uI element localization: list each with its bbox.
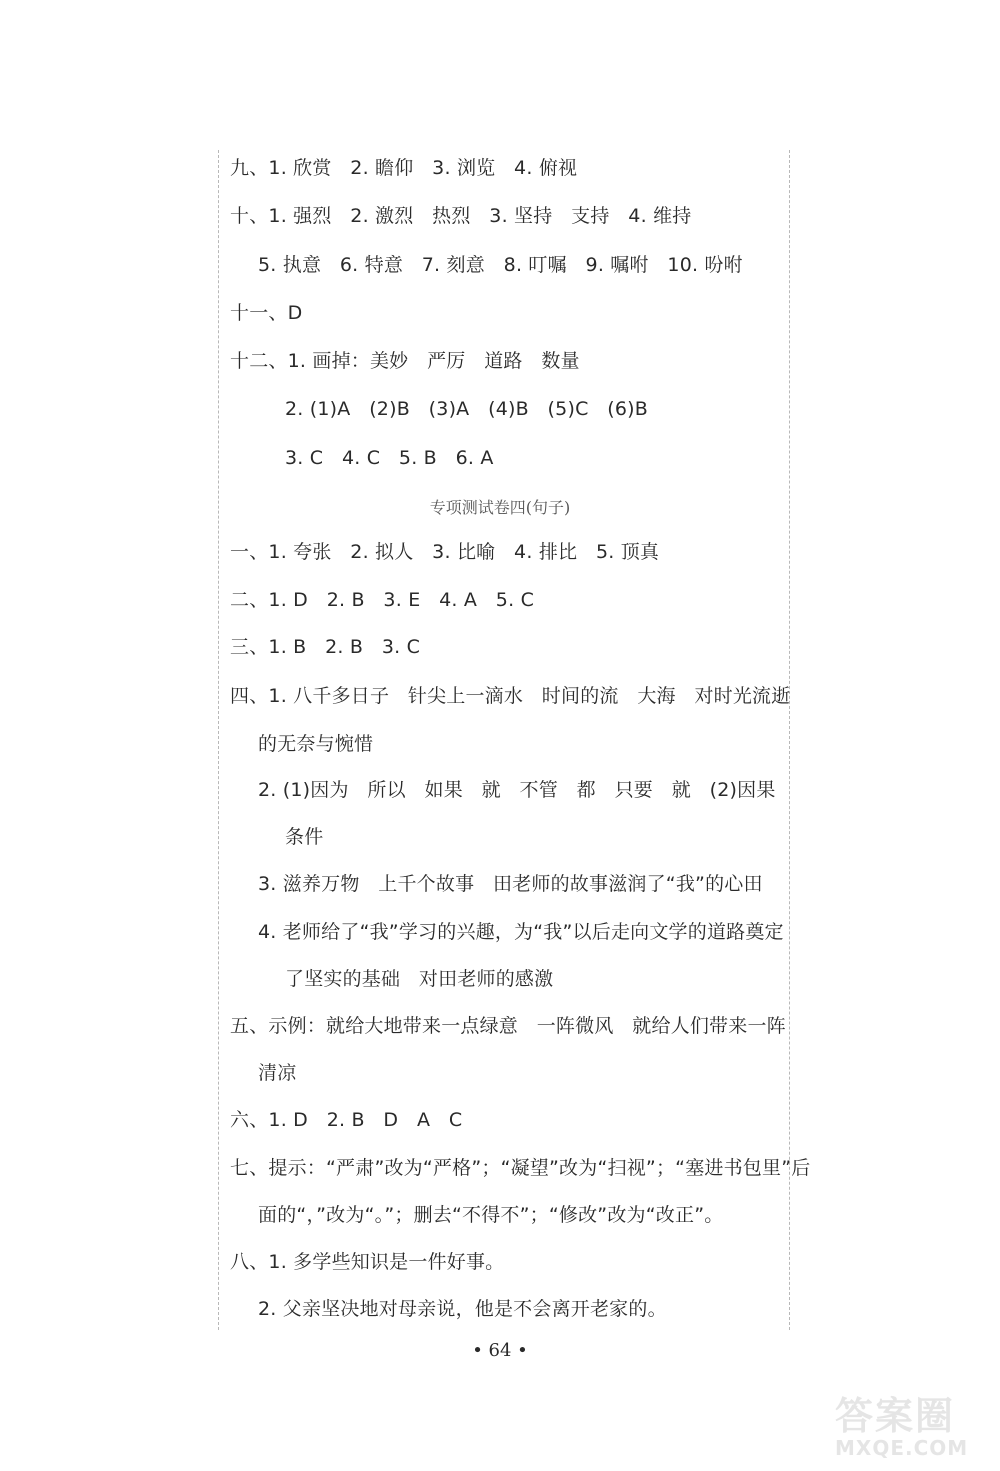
answer-line-10: 十、1. 强烈 2. 激烈 热烈 3. 坚持 支持 4. 维持 (230, 205, 692, 227)
answer-line-8-2: 2. 父亲坚决地对母亲说，他是不会离开老家的。 (258, 1298, 667, 1320)
answer-line-7-cont: 面的“，”改为“。”；删去“不得不”；“修改”改为“改正”。 (258, 1204, 724, 1226)
answer-line-5: 五、示例：就给大地带来一点绿意 一阵微风 就给人们带来一阵 (230, 1015, 786, 1037)
answer-line-4-3: 3. 滋养万物 上千个故事 田老师的故事滋润了“我”的心田 (258, 873, 763, 895)
answer-line-4: 四、1. 八千多日子 针尖上一滴水 时间的流 大海 对时光流逝 (230, 685, 791, 707)
answer-line-8: 八、1. 多学些知识是一件好事。 (230, 1251, 505, 1273)
answer-line-1: 一、1. 夸张 2. 拟人 3. 比喻 4. 排比 5. 顶真 (230, 541, 660, 563)
answer-line-12-3: 3. C 4. C 5. B 6. A (285, 447, 494, 469)
answer-line-4-4-cont: 了坚实的基础 对田老师的感激 (285, 968, 554, 990)
answer-line-4-cont: 的无奈与惋惜 (258, 733, 374, 755)
watermark-logo (835, 1395, 990, 1465)
answer-line-3: 三、1. B 2. B 3. C (230, 636, 421, 658)
answer-line-12: 十二、1. 画掉：美妙 严厉 道路 数量 (230, 350, 580, 372)
watermark-small-text: MXQE.COM (835, 1436, 969, 1460)
answer-line-12-2: 2. (1)A (2)B (3)A (4)B (5)C (6)B (285, 398, 649, 420)
answer-line-2: 二、1. D 2. B 3. E 4. A 5. C (230, 589, 535, 611)
answer-line-9: 九、1. 欣赏 2. 瞻仰 3. 浏览 4. 俯视 (230, 157, 578, 179)
answer-line-6: 六、1. D 2. B D A C (230, 1109, 463, 1131)
answer-line-7: 七、提示：“严肃”改为“严格”；“凝望”改为“扫视”；“塞进书包里”后 (230, 1157, 811, 1179)
answer-line-4-4: 4. 老师给了“我”学习的兴趣，为“我”以后走向文学的道路奠定 (258, 921, 784, 943)
answer-line-5-cont: 清凉 (258, 1062, 297, 1084)
answer-line-11: 十一、D (230, 302, 303, 324)
answer-line-4-2-cont: 条件 (285, 826, 324, 848)
page-number: • 64 • (472, 1340, 528, 1361)
watermark-large-text: 答案圈 (835, 1394, 956, 1438)
section-heading: 专项测试卷四(句子) (429, 498, 571, 517)
answer-line-4-2: 2. (1)因为 所以 如果 就 不管 都 只要 就 (2)因果 (258, 779, 776, 801)
answer-line-10-cont: 5. 执意 6. 特意 7. 刻意 8. 叮嘱 9. 嘱咐 10. 吩咐 (258, 254, 743, 276)
